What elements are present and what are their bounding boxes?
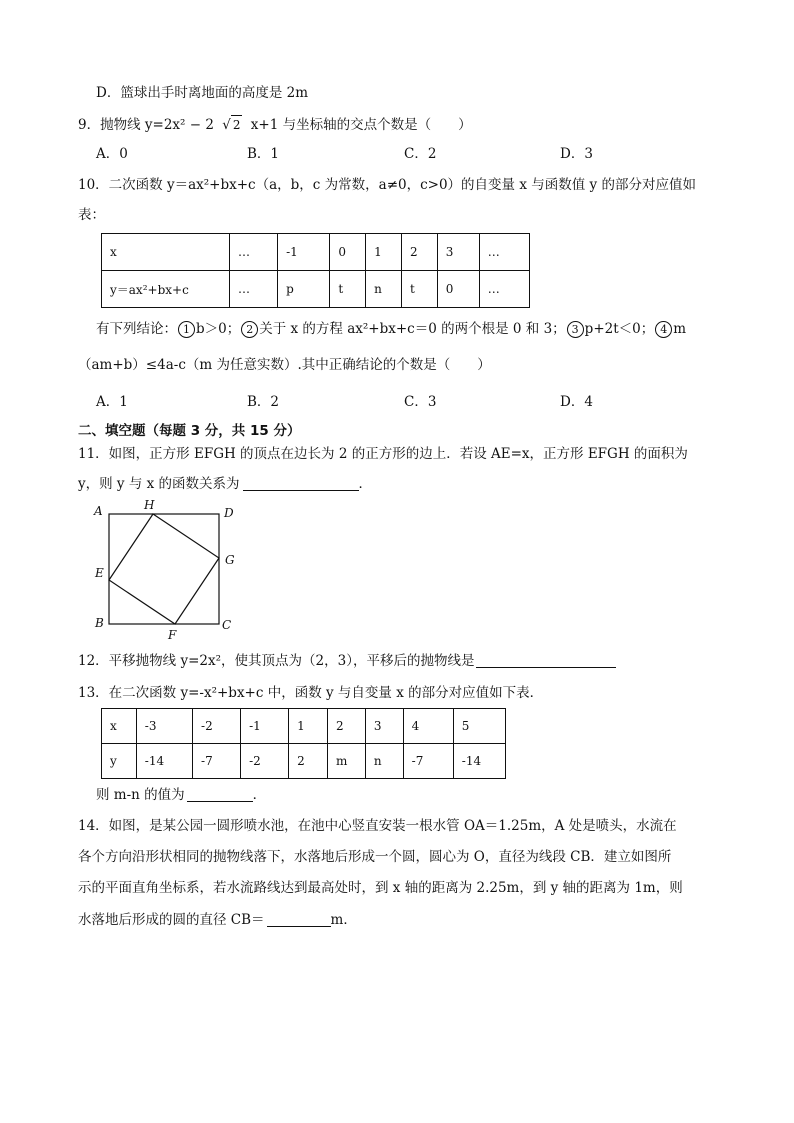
table-cell: y xyxy=(102,744,137,779)
q9-option-d: D．3 xyxy=(560,146,593,162)
label-f: F xyxy=(168,628,177,642)
answer-blank[interactable] xyxy=(267,912,331,927)
table-cell: … xyxy=(229,234,277,271)
q10-conclusion-1: b＞0； xyxy=(196,321,241,337)
table-cell: 0 xyxy=(437,271,479,308)
table-row xyxy=(102,234,530,271)
q9-stem-suffix: x+1 与坐标轴的交点个数是（ ） xyxy=(250,117,472,133)
q12-text: 12．平移抛物线 y=2x²，使其顶点为（2，3），平移后的抛物线是 xyxy=(78,653,475,669)
q10-conclusions xyxy=(96,320,686,338)
table-cell: -1 xyxy=(241,709,289,744)
q13-answer-line xyxy=(96,786,266,804)
q9-option-a: A．0 xyxy=(96,146,128,162)
q14-line4 xyxy=(78,911,357,929)
table-cell: 4 xyxy=(403,709,453,744)
table-cell: t xyxy=(401,271,437,308)
q8-option-d: D．篮球出手时离地面的高度是 2m xyxy=(96,85,309,101)
table-row xyxy=(102,271,530,308)
label-e: E xyxy=(95,566,104,580)
q14-line3: 示的平面直角坐标系，若水流路线达到最高处时，到 x 轴的距离为 2.25m，到 y 轴的距离为 1m，则 xyxy=(78,880,683,896)
q10-option-b: B．2 xyxy=(247,394,280,410)
table-cell: m xyxy=(328,744,366,779)
q14-line1: 14．如图，是某公园一圆形喷水池，在池中心竖直安装一根水管 OA＝1.25m，A 处是喷头，水流在 xyxy=(78,818,677,834)
q14-line4-end: m． xyxy=(330,912,357,928)
q10-option-c: C．3 xyxy=(404,394,437,410)
q10-table xyxy=(101,233,530,308)
table-row xyxy=(102,709,506,744)
answer-blank[interactable] xyxy=(243,476,359,491)
q14-line2: 各个方向沿形状相同的抛物线落下，水落地后形成一个圆，圆心为 O，直径为线段 CB．建立如图所 xyxy=(78,849,672,865)
table-cell: -2 xyxy=(241,744,289,779)
q10-option-a: A．1 xyxy=(96,394,128,410)
answer-blank[interactable] xyxy=(187,787,253,802)
table-cell: y＝ax²+bx+c xyxy=(102,271,230,308)
sqrt-symbol: √ 2 xyxy=(222,117,241,133)
circled-number-3: 3 xyxy=(567,321,584,338)
q11-line2 xyxy=(78,475,372,493)
table-cell: x xyxy=(102,234,230,271)
table-cell: 1 xyxy=(289,709,328,744)
q13-stem: 13．在二次函数 y=-x²+bx+c 中，函数 y 与自变量 x 的部分对应值如下表． xyxy=(78,685,544,701)
table-cell: -7 xyxy=(193,744,241,779)
answer-blank[interactable] xyxy=(476,653,616,668)
q10-stem-line2: 表： xyxy=(78,207,105,223)
q10-conclusion-4b: （am+b）≤4a-c（m 为任意实数）.其中正确结论的个数是（ ） xyxy=(78,357,491,373)
table-cell: 2 xyxy=(289,744,328,779)
table-cell: 5 xyxy=(453,709,505,744)
table-cell: 2 xyxy=(401,234,437,271)
q9-stem-prefix: 9．抛物线 y=2x² − 2 xyxy=(78,117,214,133)
table-cell: -14 xyxy=(136,744,192,779)
table-cell: -14 xyxy=(453,744,505,779)
circled-number-4: 4 xyxy=(655,321,672,338)
q13-answer-end: ． xyxy=(252,787,267,803)
q9-option-b: B．1 xyxy=(247,146,280,162)
q9-stem xyxy=(78,115,472,134)
q11-line2-end: ． xyxy=(358,476,373,492)
table-cell: 2 xyxy=(328,709,366,744)
table-cell: -2 xyxy=(193,709,241,744)
label-g: G xyxy=(225,553,235,567)
q10-conclusion-3: p+2t＜0； xyxy=(584,321,655,337)
q12-line xyxy=(78,652,616,670)
table-row xyxy=(102,744,506,779)
q10-stem-line1: 10．二次函数 y＝ax²+bx+c（a，b，c 为常数，a≠0，c>0）的自变量 x 与函数值 y 的部分对应值如 xyxy=(78,177,696,193)
q11-line1: 11．如图，正方形 EFGH 的顶点在边长为 2 的正方形的边上．若设 AE=x，正方形 EFGH 的面积为 xyxy=(78,446,688,462)
table-cell: -3 xyxy=(136,709,192,744)
table-cell: -1 xyxy=(278,234,330,271)
table-cell: x xyxy=(102,709,137,744)
label-d: D xyxy=(224,506,234,520)
table-cell: … xyxy=(229,271,277,308)
q9-radicand: 2 xyxy=(231,115,243,134)
q10-conclusion-2: 关于 x 的方程 ax²+bx+c＝0 的两个根是 0 和 3； xyxy=(259,321,566,337)
table-cell: … xyxy=(479,234,529,271)
table-cell: -7 xyxy=(403,744,453,779)
table-cell: 0 xyxy=(330,234,366,271)
section-title: 二、填空题（每题 3 分，共 15 分） xyxy=(78,423,301,439)
table-cell: p xyxy=(278,271,330,308)
label-b: B xyxy=(95,616,104,630)
q13-answer-prefix: 则 m-n 的值为 xyxy=(96,787,185,803)
circled-number-2: 2 xyxy=(241,321,258,338)
q9-option-c: C．2 xyxy=(404,146,437,162)
q10-option-d: D．4 xyxy=(560,394,593,410)
table-cell: t xyxy=(330,271,366,308)
q10-conclusions-intro: 有下列结论： xyxy=(96,321,177,337)
table-cell: n xyxy=(365,744,403,779)
q13-table xyxy=(101,708,506,779)
table-cell: 3 xyxy=(437,234,479,271)
circled-number-1: 1 xyxy=(178,321,195,338)
table-cell: 1 xyxy=(366,234,402,271)
q10-conclusion-4a: m xyxy=(673,321,687,337)
label-a: A xyxy=(94,504,103,518)
table-cell: 3 xyxy=(365,709,403,744)
inner-square xyxy=(109,514,219,624)
table-cell: … xyxy=(479,271,529,308)
q11-line2-text: y，则 y 与 x 的函数关系为 xyxy=(78,476,240,492)
q14-line4-text: 水落地后形成的圆的直径 CB＝ xyxy=(78,912,265,928)
label-h: H xyxy=(144,498,155,512)
table-cell: n xyxy=(366,271,402,308)
label-c: C xyxy=(222,618,232,632)
outer-square xyxy=(109,514,219,624)
